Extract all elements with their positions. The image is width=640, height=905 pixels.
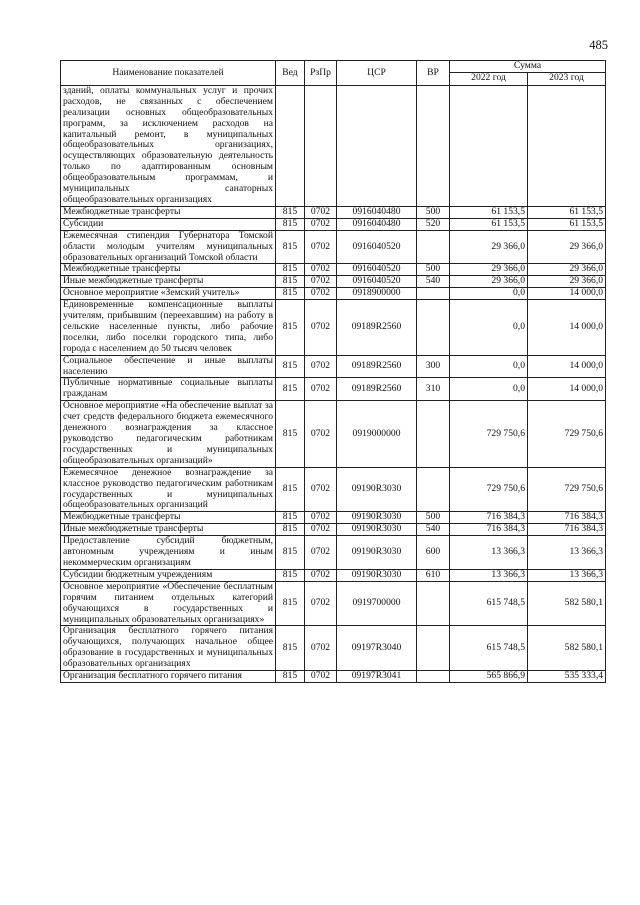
cell-y2023: 716 384,3 [528, 512, 606, 524]
header-2023: 2023 год [528, 72, 606, 85]
cell-name: Межбюджетные трансферты [61, 512, 276, 524]
cell-y2023: 14 000,0 [528, 300, 606, 356]
header-name: Наименование показателей [61, 61, 276, 86]
cell-name: Субсидии [61, 218, 276, 230]
cell-vr: 540 [417, 524, 450, 536]
cell-rzpr: 0702 [305, 264, 337, 276]
cell-rzpr: 0702 [305, 355, 337, 378]
cell-vr [417, 467, 450, 512]
cell-name: Организация бесплатного горячего питания [61, 671, 276, 683]
cell-vr: 500 [417, 264, 450, 276]
table-row [61, 378, 606, 401]
cell-name: Ежемесячная стипендия Губернатора Томской области молодым учителям муниципальных образовательных организаций Томской области [61, 230, 276, 264]
cell-csr: 09189R2560 [337, 378, 417, 401]
cell-name: Ежемесячное денежное вознаграждение за классное руководство педагогическим работникам государственных и муниципальных общеобразовательных организаций [61, 467, 276, 512]
cell-csr: 0919000000 [337, 401, 417, 467]
cell-y2022: 0,0 [450, 288, 528, 300]
cell-ved: 815 [276, 288, 305, 300]
cell-vr: 540 [417, 276, 450, 288]
table-row [61, 300, 606, 356]
cell-vr [417, 300, 450, 356]
cell-y2023: 716 384,3 [528, 524, 606, 536]
header-vr: ВР [417, 61, 450, 86]
cell-name: Основное мероприятие «На обеспечение выплат за счет средств федерального бюджета ежемесячного денежного вознаграждения за классное руководство педагогическим работникам государственных и муниципальных общеобразовательных организаций» [61, 401, 276, 467]
cell-ved: 815 [276, 512, 305, 524]
cell-vr [417, 230, 450, 264]
cell-rzpr [305, 85, 337, 206]
cell-y2022: 716 384,3 [450, 524, 528, 536]
cell-csr: 09189R2560 [337, 300, 417, 356]
cell-csr: 09190R3030 [337, 512, 417, 524]
cell-rzpr: 0702 [305, 671, 337, 683]
cell-name: Предоставление субсидий бюджетным, автономным учреждениям и иным некоммерческим организациям [61, 536, 276, 570]
cell-y2023: 61 153,5 [528, 206, 606, 218]
cell-name: Организация бесплатного горячего питания обучающихся, получающих начальное общее образование в государственных и муниципальных образовательных организациях [61, 626, 276, 671]
cell-vr: 310 [417, 378, 450, 401]
cell-csr: 0916040520 [337, 276, 417, 288]
cell-name: Межбюджетные трансферты [61, 264, 276, 276]
cell-rzpr: 0702 [305, 230, 337, 264]
cell-csr: 0916040480 [337, 206, 417, 218]
cell-ved: 815 [276, 581, 305, 626]
cell-y2023 [528, 85, 606, 206]
cell-y2022: 29 366,0 [450, 264, 528, 276]
cell-y2022: 615 748,5 [450, 581, 528, 626]
cell-csr: 0916040520 [337, 230, 417, 264]
cell-name: Иные межбюджетные трансферты [61, 276, 276, 288]
cell-csr: 09189R2560 [337, 355, 417, 378]
cell-csr: 0916040520 [337, 264, 417, 276]
cell-csr: 09190R3030 [337, 536, 417, 570]
page-number: 485 [589, 38, 608, 52]
cell-name: Основное мероприятие «Земский учитель» [61, 288, 276, 300]
table-row [61, 276, 606, 288]
cell-ved: 815 [276, 401, 305, 467]
cell-name: Межбюджетные трансферты [61, 206, 276, 218]
cell-y2022: 716 384,3 [450, 512, 528, 524]
cell-csr: 09190R3030 [337, 467, 417, 512]
cell-ved: 815 [276, 300, 305, 356]
table-row [61, 218, 606, 230]
cell-y2022: 13 366,3 [450, 536, 528, 570]
cell-y2023: 13 366,3 [528, 536, 606, 570]
cell-y2022: 61 153,5 [450, 206, 528, 218]
cell-ved: 815 [276, 276, 305, 288]
cell-y2022: 61 153,5 [450, 218, 528, 230]
table-row [61, 230, 606, 264]
cell-rzpr: 0702 [305, 378, 337, 401]
cell-rzpr: 0702 [305, 536, 337, 570]
cell-ved: 815 [276, 671, 305, 683]
cell-rzpr: 0702 [305, 569, 337, 581]
cell-rzpr: 0702 [305, 206, 337, 218]
cell-name: Субсидии бюджетным учреждениям [61, 569, 276, 581]
cell-y2022: 565 866,9 [450, 671, 528, 683]
table-row [61, 512, 606, 524]
cell-ved: 815 [276, 206, 305, 218]
cell-y2023: 535 333,4 [528, 671, 606, 683]
cell-y2023: 582 580,1 [528, 581, 606, 626]
cell-rzpr: 0702 [305, 401, 337, 467]
cell-csr: 0919700000 [337, 581, 417, 626]
table-row [61, 264, 606, 276]
table-row [61, 524, 606, 536]
cell-ved: 815 [276, 626, 305, 671]
cell-ved: 815 [276, 355, 305, 378]
cell-y2022: 0,0 [450, 355, 528, 378]
cell-ved: 815 [276, 230, 305, 264]
cell-name: Иные межбюджетные трансферты [61, 524, 276, 536]
table-row [61, 671, 606, 683]
budget-table [60, 60, 606, 683]
cell-vr [417, 581, 450, 626]
cell-name: Публичные нормативные социальные выплаты гражданам [61, 378, 276, 401]
cell-vr [417, 401, 450, 467]
table-row [61, 536, 606, 570]
cell-vr: 500 [417, 206, 450, 218]
cell-y2023: 14 000,0 [528, 378, 606, 401]
cell-y2023: 14 000,0 [528, 288, 606, 300]
table-row [61, 206, 606, 218]
cell-vr: 500 [417, 512, 450, 524]
table-row [61, 85, 606, 206]
cell-y2022: 729 750,6 [450, 401, 528, 467]
header-2022: 2022 год [450, 72, 528, 85]
cell-rzpr: 0702 [305, 512, 337, 524]
cell-ved [276, 85, 305, 206]
header-sum: Сумма [450, 61, 606, 73]
cell-vr: 610 [417, 569, 450, 581]
cell-y2023: 582 580,1 [528, 626, 606, 671]
header-ved: Вед [276, 61, 305, 86]
cell-y2023: 61 153,5 [528, 218, 606, 230]
cell-ved: 815 [276, 536, 305, 570]
table-row [61, 569, 606, 581]
cell-ved: 815 [276, 218, 305, 230]
cell-name: зданий, оплаты коммунальных услуг и прочих расходов, не связанных с обеспечением реализации основных общеобразовательных программ, за исключением расходов на капитальный ремонт, в муниципальных общеобразовательных организациях, осуществляющих образовательную деятельность только по адаптированным основным общеобразовательным программам, и муниципальных санаторных общеобразовательных организациях [61, 85, 276, 206]
table-body [61, 85, 606, 682]
cell-ved: 815 [276, 378, 305, 401]
cell-y2023: 729 750,6 [528, 467, 606, 512]
cell-csr: 0918900000 [337, 288, 417, 300]
cell-rzpr: 0702 [305, 300, 337, 356]
cell-y2023: 29 366,0 [528, 230, 606, 264]
cell-name: Социальное обеспечение и иные выплаты населению [61, 355, 276, 378]
table-row [61, 401, 606, 467]
cell-vr [417, 671, 450, 683]
cell-rzpr: 0702 [305, 288, 337, 300]
cell-y2023: 29 366,0 [528, 264, 606, 276]
cell-vr: 520 [417, 218, 450, 230]
cell-vr [417, 626, 450, 671]
cell-rzpr: 0702 [305, 467, 337, 512]
cell-ved: 815 [276, 467, 305, 512]
cell-rzpr: 0702 [305, 581, 337, 626]
cell-csr: 09197R3040 [337, 626, 417, 671]
cell-ved: 815 [276, 524, 305, 536]
cell-y2023: 14 000,0 [528, 355, 606, 378]
cell-y2022: 13 366,3 [450, 569, 528, 581]
table-row [61, 581, 606, 626]
cell-rzpr: 0702 [305, 626, 337, 671]
table-row [61, 288, 606, 300]
table-row [61, 467, 606, 512]
cell-csr [337, 85, 417, 206]
cell-vr [417, 85, 450, 206]
cell-y2022 [450, 85, 528, 206]
cell-rzpr: 0702 [305, 524, 337, 536]
cell-csr: 0916040480 [337, 218, 417, 230]
cell-y2022: 0,0 [450, 378, 528, 401]
cell-name: Единовременные компенсационные выплаты учителям, прибывшим (переехавшим) на работу в сельские населенные пункты, либо рабочие поселки, либо поселки городского типа, либо города с населением до 50 тысяч человек [61, 300, 276, 356]
header-rzpr: РзПр [305, 61, 337, 86]
cell-y2022: 29 366,0 [450, 230, 528, 264]
cell-csr: 09190R3030 [337, 569, 417, 581]
cell-name: Основное мероприятие «Обеспечение бесплатным горячим питанием отдельных категорий обучающихся в государственных и муниципальных образовательных организациях» [61, 581, 276, 626]
cell-ved: 815 [276, 264, 305, 276]
cell-y2022: 615 748,5 [450, 626, 528, 671]
cell-vr: 300 [417, 355, 450, 378]
table-row [61, 355, 606, 378]
cell-csr: 09197R3041 [337, 671, 417, 683]
cell-y2023: 13 366,3 [528, 569, 606, 581]
cell-ved: 815 [276, 569, 305, 581]
cell-y2022: 729 750,6 [450, 467, 528, 512]
cell-y2022: 29 366,0 [450, 276, 528, 288]
cell-rzpr: 0702 [305, 218, 337, 230]
cell-y2023: 29 366,0 [528, 276, 606, 288]
cell-vr [417, 288, 450, 300]
header-csr: ЦСР [337, 61, 417, 86]
cell-csr: 09190R3030 [337, 524, 417, 536]
cell-vr: 600 [417, 536, 450, 570]
cell-y2023: 729 750,6 [528, 401, 606, 467]
table-row [61, 626, 606, 671]
cell-rzpr: 0702 [305, 276, 337, 288]
cell-y2022: 0,0 [450, 300, 528, 356]
